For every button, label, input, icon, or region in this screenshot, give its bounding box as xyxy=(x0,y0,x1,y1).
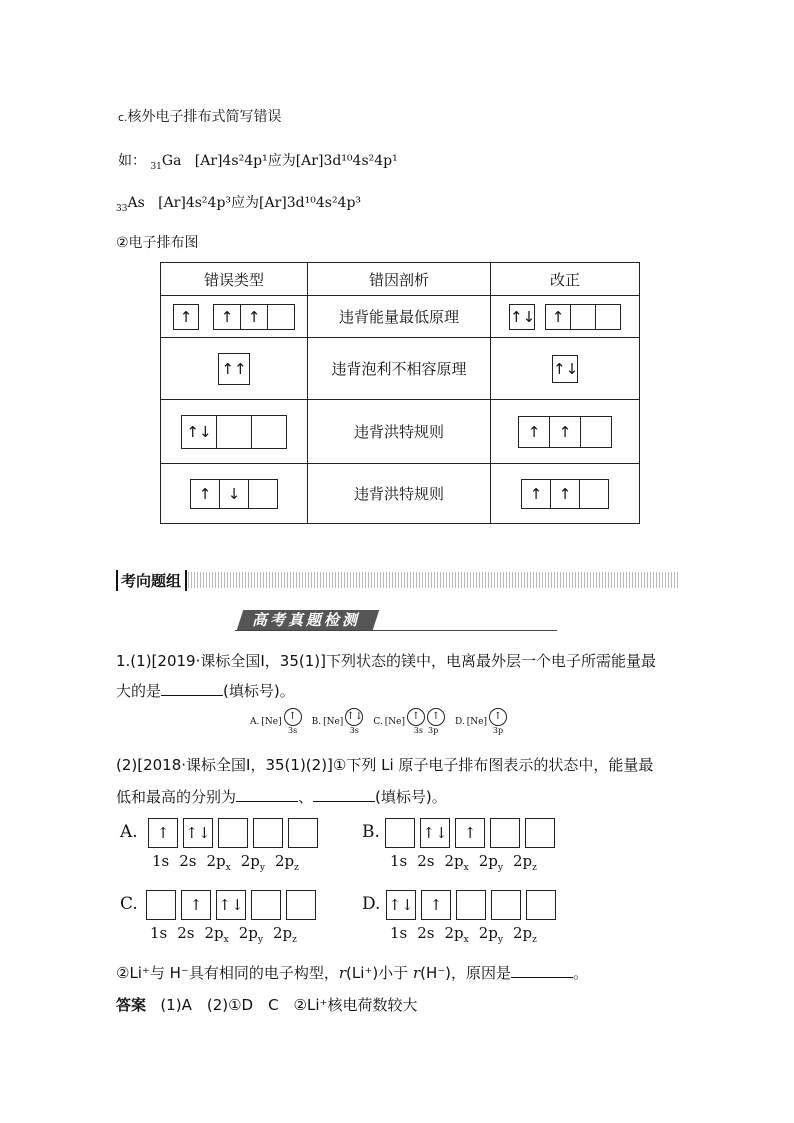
table-header: 错因剖析 xyxy=(308,263,491,296)
reason-cell: 违背洪特规则 xyxy=(308,464,491,524)
q2-text-a: (2)[2018·课标全国Ⅰ，35(1)(2)]①下列 Li 原子电子排布图表示的状态中，能量最 xyxy=(116,756,654,774)
q2-option-d-diagram: ↑↓ ↑ xyxy=(386,890,556,920)
section-2-heading: ②电子排布图 xyxy=(116,235,199,251)
q1-option-c: C. [Ne] ↑ ↑ 3s 3p xyxy=(373,708,445,735)
kaoxiang-title: 考向题组 xyxy=(116,570,187,591)
banner-title: 高考真题检测 xyxy=(237,610,380,630)
reason-cell: 违背能量最低原理 xyxy=(308,296,491,338)
q2-option-a-label: A. xyxy=(120,822,138,842)
section-c-heading: c.核外电子排布式简写错误 xyxy=(118,109,282,125)
banner-rule xyxy=(235,630,557,631)
q1-text-a: 1.(1)[2019·课标全国Ⅰ，35(1)]下列状态的镁中，电离最外层一个电子所需能量最 xyxy=(116,652,656,670)
fix-diagram: ↑ ↑ xyxy=(491,464,640,524)
q2-option-c-label: C. xyxy=(120,894,138,914)
q2-option-b-label: B. xyxy=(362,822,380,842)
q2-option-b-diagram: ↑↓ ↑ xyxy=(385,818,555,848)
wrong-diagram: ↑ ↑ ↑ xyxy=(161,296,308,338)
q1-option-a: A. [Ne] ↑ 3s xyxy=(250,708,302,735)
q1-text-b: 大的是 (填标号)。 xyxy=(116,682,295,700)
orbital-labels: 1s 2s $2p_x$ $2p_y$ $2p_z$ xyxy=(390,924,537,945)
ga-line: 如： $_{31}$Ga [Ar]4s²4p¹应为[Ar]3d¹⁰4s²4p¹ xyxy=(118,153,398,172)
q1-options xyxy=(250,708,507,735)
q2-part2: ②Li⁺与 H⁻具有相同的电子构型，r(Li⁺)小于 r(H⁻)，原因是 。 xyxy=(116,964,589,982)
q1-option-d: D. [Ne] ↑ 3p xyxy=(455,708,507,735)
fix-diagram: ↑↓ ↑ xyxy=(491,296,640,338)
answer-blank[interactable] xyxy=(313,787,375,802)
answer-line: 答案 (1)A (2)①D C ②Li⁺核电荷数较大 xyxy=(116,996,418,1014)
wrong-diagram: ↑ ↓ xyxy=(161,464,308,524)
answer-blank[interactable] xyxy=(236,787,298,802)
orbital-labels: 1s 2s $2p_x$ $2p_y$ $2p_z$ xyxy=(152,852,299,873)
reason-cell: 违背泡利不相容原理 xyxy=(308,338,491,400)
orbital-labels: 1s 2s $2p_x$ $2p_y$ $2p_z$ xyxy=(390,852,537,873)
orbital-labels: 1s 2s $2p_x$ $2p_y$ $2p_z$ xyxy=(150,924,297,945)
q1-option-b: B. [Ne] ↑↓ 3s xyxy=(312,708,364,735)
fix-diagram: ↑↓ xyxy=(491,338,640,400)
reason-cell: 违背洪特规则 xyxy=(308,400,491,464)
wrong-diagram: ↑↓ xyxy=(161,400,308,464)
wrong-diagram: ↑↑ xyxy=(161,338,308,400)
table-header: 改正 xyxy=(491,263,640,296)
as-line: $_{33}$As [Ar]4s²4p³应为[Ar]3d¹⁰4s²4p³ xyxy=(116,195,362,214)
fix-diagram: ↑ ↑ xyxy=(491,400,640,464)
table-header: 错误类型 xyxy=(161,263,308,296)
q2-option-d-label: D. xyxy=(362,894,381,914)
orbital-error-table xyxy=(160,262,640,524)
q2-option-c-diagram: ↑ ↑↓ xyxy=(146,890,316,920)
q2-text-b: 低和最高的分别为 、 (填标号)。 xyxy=(116,788,447,806)
section-header-bar xyxy=(116,572,678,588)
answer-blank[interactable] xyxy=(161,681,223,696)
answer-blank[interactable] xyxy=(511,963,573,978)
q2-option-a-diagram: ↑ ↑↓ xyxy=(148,818,318,848)
